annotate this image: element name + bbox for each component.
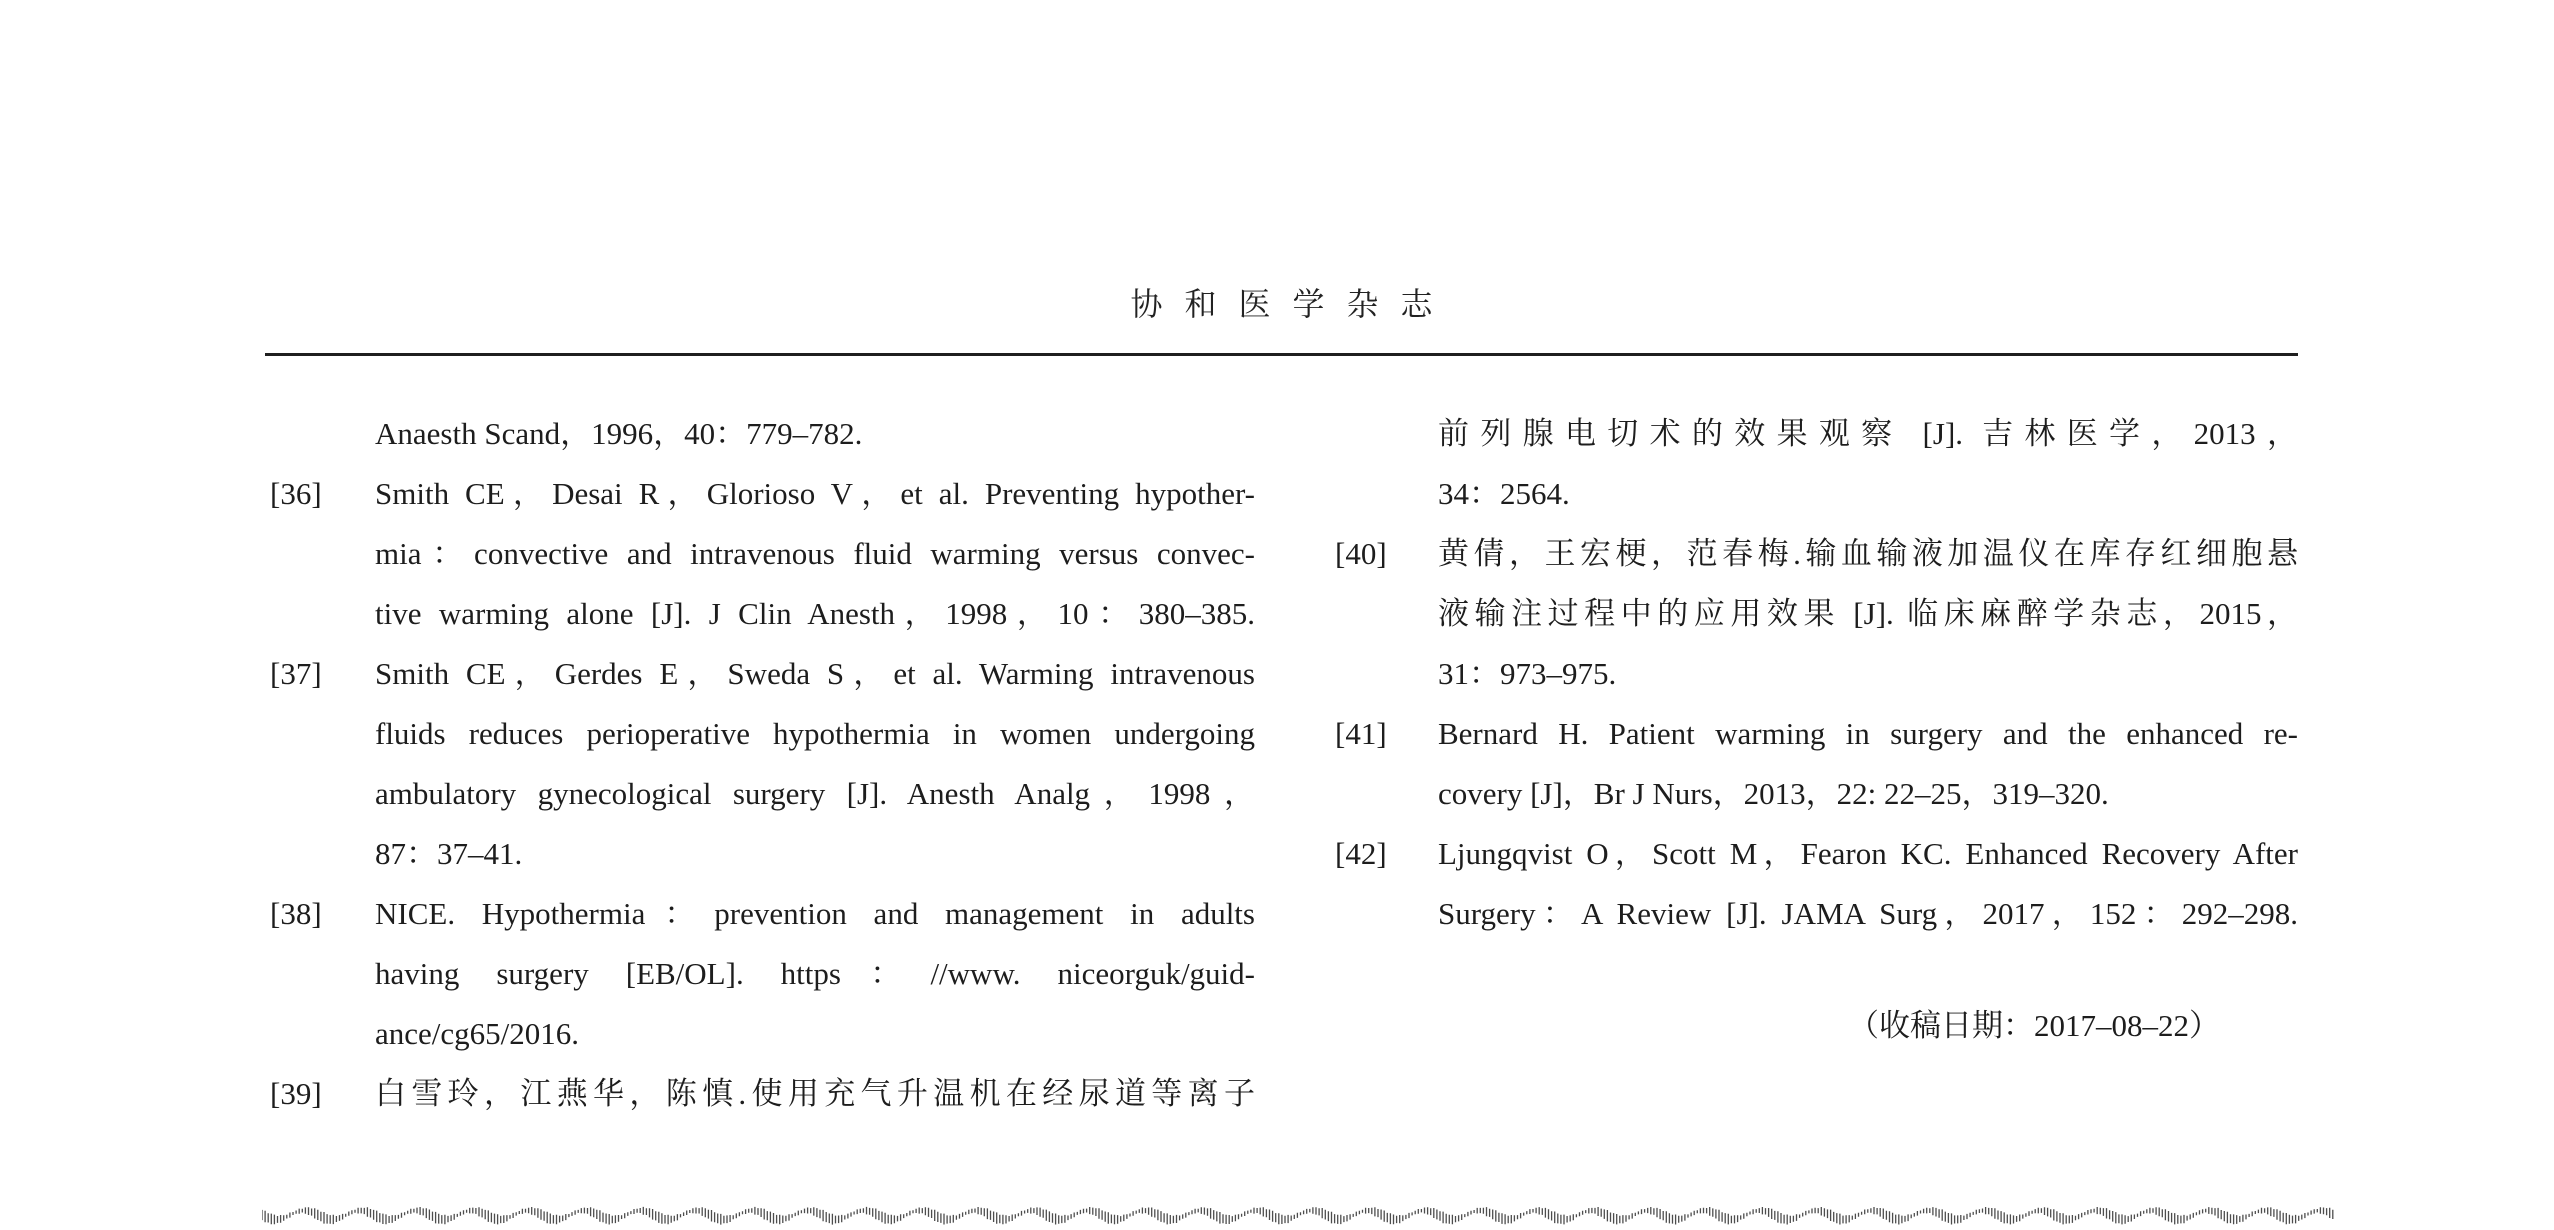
reference-line: 87：37–41. — [375, 836, 523, 871]
reference-line: Surgery：A Review [J]. JAMA Surg，2017，152：292–298. — [1438, 896, 2298, 931]
reference-line: Bernard H. Patient warming in surgery and the enhanced re- — [1438, 716, 2298, 751]
reference-line: ambulatory gynecological surgery [J]. Anesth Analg，1998， — [375, 776, 1255, 811]
reference-item — [270, 884, 1255, 1064]
references-column-right — [1335, 404, 2298, 944]
reference-line: tive warming alone [J]. J Clin Anesth，1998，10：380–385. — [375, 596, 1255, 631]
references-column-left — [270, 404, 1255, 1124]
reference-number: [38] — [270, 896, 322, 931]
reference-item — [1335, 524, 2298, 704]
reference-line: ance/cg65/2016. — [375, 1016, 580, 1051]
reference-line: Ljungqvist O，Scott M，Fearon KC. Enhanced Recovery After — [1438, 836, 2298, 871]
reference-line: having surgery [EB/OL]. https：//www. niceorguk/guid- — [375, 956, 1255, 991]
reference-item — [270, 1064, 1255, 1124]
reference-number: [41] — [1335, 716, 1387, 751]
reference-line: 34：2564. — [1438, 476, 1570, 511]
reference-number: [39] — [270, 1076, 322, 1111]
reference-number: [36] — [270, 476, 322, 511]
journal-title: 协 和 医 学 杂 志 — [1130, 286, 1440, 322]
reference-number: [40] — [1335, 536, 1387, 571]
reference-line: 黄倩，王宏梗，范春梅.输血输液加温仪在库存红细胞悬 — [1438, 536, 2298, 571]
reference-item — [1335, 704, 2298, 824]
reference-line: fluids reduces perioperative hypothermia in women undergoing — [375, 716, 1255, 751]
reference-line: 前列腺电切术的效果观察 [J]. 吉林医学，2013， — [1438, 416, 2298, 451]
reference-line: Smith CE，Gerdes E，Sweda S，et al. Warming intravenous — [375, 656, 1255, 691]
reference-line: 液输注过程中的应用效果 [J]. 临床麻醉学杂志，2015， — [1438, 596, 2298, 631]
reference-number: [42] — [1335, 836, 1387, 871]
received-date: （收稿日期：2017–08–22） — [1848, 1008, 2220, 1043]
reference-item — [270, 644, 1255, 884]
reference-item — [270, 464, 1255, 644]
decorative-wave-border — [262, 1201, 2334, 1228]
reference-line: 31：973–975. — [1438, 656, 1617, 691]
reference-line: mia：convective and intravenous fluid warming versus convec- — [375, 536, 1255, 571]
reference-item — [1335, 404, 2298, 524]
reference-number: [37] — [270, 656, 322, 691]
reference-item — [270, 404, 1255, 464]
reference-line: NICE. Hypothermia：prevention and management in adults — [375, 896, 1255, 931]
header-rule — [265, 353, 2298, 356]
reference-line: Smith CE，Desai R，Glorioso V，et al. Preventing hypother- — [375, 476, 1255, 511]
reference-line: covery [J]，Br J Nurs，2013，22: 22–25，319–320. — [1438, 776, 2109, 811]
reference-item — [1335, 824, 2298, 944]
reference-line: Anaesth Scand，1996，40：779–782. — [375, 416, 863, 451]
reference-line: 白雪玲，江燕华，陈慎.使用充气升温机在经尿道等离子 — [375, 1076, 1255, 1111]
